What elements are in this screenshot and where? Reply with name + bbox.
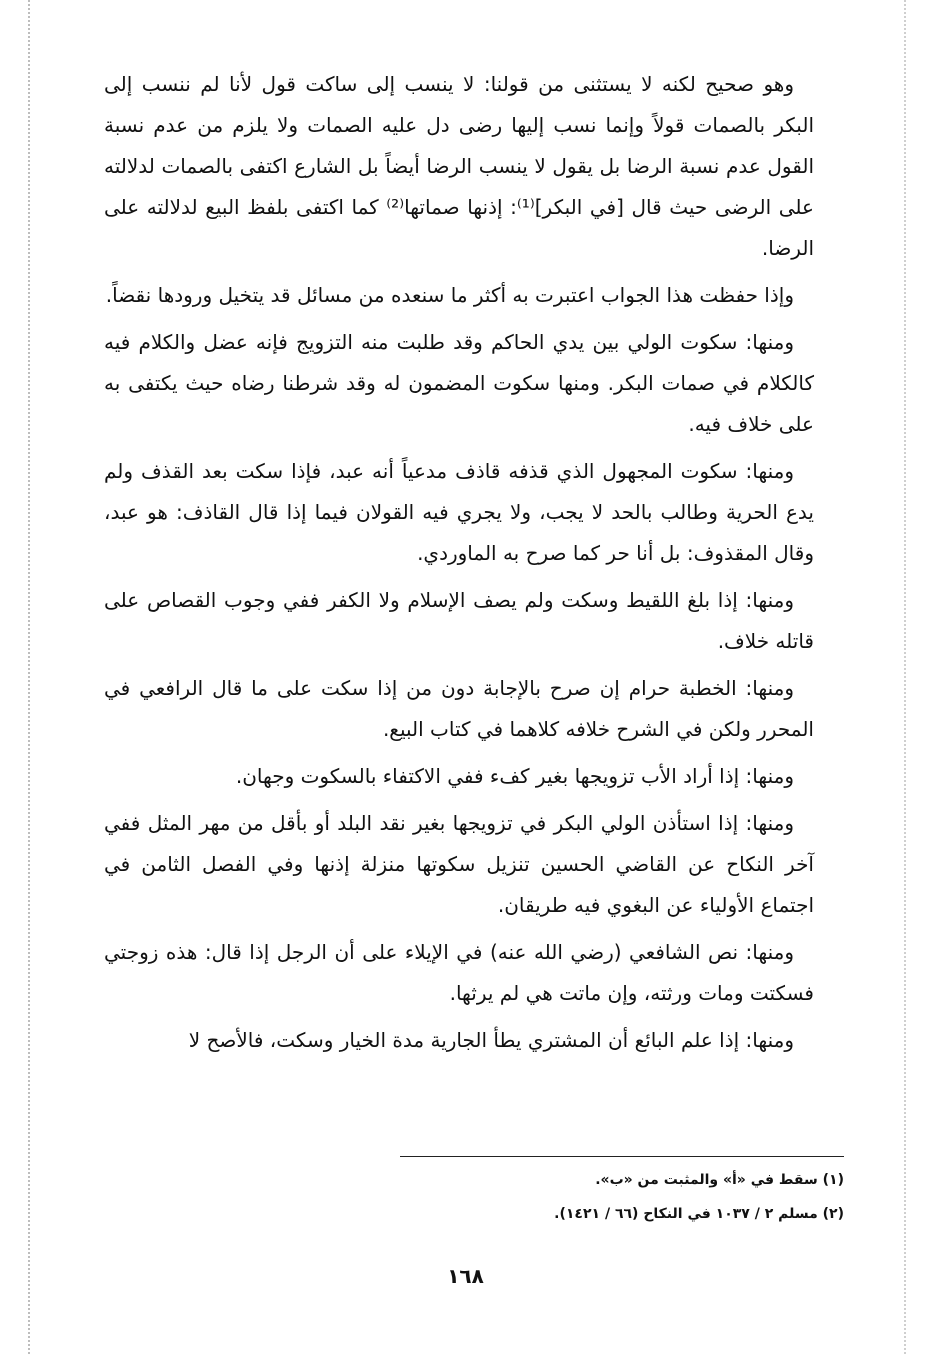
paragraph: ومنها: إذا بلغ اللقيط وسكت ولم يصف الإسلام ولا الكفر ففي وجوب القصاص على قاتله خلاف. <box>104 588 814 653</box>
footnotes <box>144 1163 844 1231</box>
footnote-divider <box>400 1156 844 1157</box>
left-scan-margin <box>28 0 30 1354</box>
right-scan-margin <box>904 0 906 1354</box>
paragraph: ومنها: سكوت المجهول الذي قذفه قاذف مدعياً أنه عبد، فإذا سكت بعد القذف ولم يدع الحرية وطالب بالحد لا يجب، ولا يجري فيه القولان فيما إذا قال القاذف: هو عبد، وقال المقذوف: بل أنا حر كما صرح به الماوردي. <box>104 459 814 565</box>
paragraph: وإذا حفظت هذا الجواب اعتبرت به أكثر ما سنعده من مسائل قد يتخيل ورودها نقضاً. <box>105 283 794 307</box>
paragraph: وهو صحيح لكنه لا يستثنى من قولنا: لا ينسب إلى ساكت قول لأنا لم ننسب إلى البكر بالصمات قولاً وإنما نسب إليها رضى دل عليه الصمات ولا يلزم من عدم نسبة القول عدم نسبة الرضا بل يقول لا ينسب الرضا أيضاً بل الشارع اكتفى بالصمات لدلالته على الرضى حيث قال [في البكر]⁽¹⁾: إذنها صماتها⁽²⁾ كما اكتفى بلفظ البيع لدلالته على الرضا. <box>104 72 814 260</box>
paragraph: ومنها: سكوت الولي بين يدي الحاكم وقد طلبت منه التزويج فإنه عضل والكلام فيه كالكلام في صمات البكر. ومنها سكوت المضمون له وقد شرطنا رضاه حيث يكتفى به على خلاف فيه. <box>104 330 814 436</box>
paragraph: ومنها: إذا أراد الأب تزويجها بغير كفء ففي الاكتفاء بالسكوت وجهان. <box>235 764 794 788</box>
paragraph: ومنها: إذا علم البائع أن المشتري يطأ الجارية مدة الخيار وسكت، فالأصح لا <box>188 1028 794 1052</box>
paragraph: ومنها: الخطبة حرام إن صرح بالإجابة دون من إذا سكت على ما قال الرافعي في المحرر ولكن في الشرح خلافه كلاهما في كتاب البيع. <box>104 676 814 741</box>
paragraph: ومنها: نص الشافعي (رضي الله عنه) في الإيلاء على أن الرجل إذا قال: هذه زوجتي فسكتت ومات ورثته، وإن ماتت هي لم يرثها. <box>104 940 814 1005</box>
page-number: ١٦٨ <box>447 1264 484 1288</box>
paragraph: ومنها: إذا استأذن الولي البكر في تزويجها بغير نقد البلد أو بأقل من مهر المثل ففي آخر النكاح عن القاضي الحسين تنزيل سكوتها منزلة إذنها وفي الفصل الثامن في اجتماع الأولياء عن البغوي فيه طريقان. <box>104 811 814 917</box>
footnote: (٢) مسلم ٢ / ١٠٣٧ في النكاح (٦٦ / ١٤٢١). <box>554 1206 844 1222</box>
footnote: (١) سقط في «أ» والمثبت من «ب». <box>595 1172 844 1188</box>
body-text <box>104 64 814 1067</box>
